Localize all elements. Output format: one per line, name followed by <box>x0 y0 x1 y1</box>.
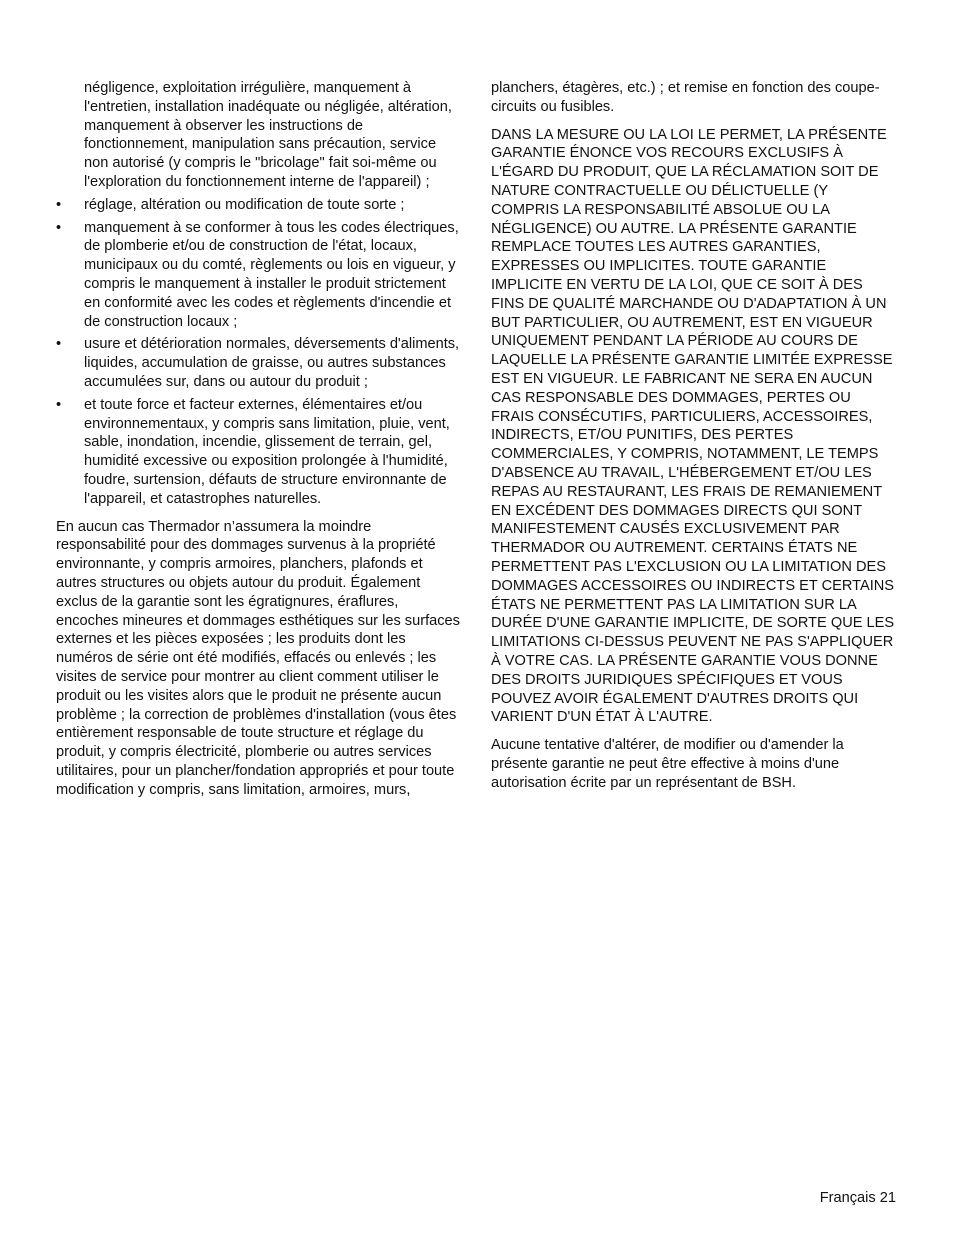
left-continuation-text: négligence, exploitation irrégulière, manquement à l'entretien, installation inadéquate ou négligée, altération, manquement à observer les instructions de fonctionnement, manipulation sans précaution, service non autorisé (y compris le "bricolage" fait soi-même ou l'exploration du fonctionnement interne de l'appareil) ; <box>84 80 452 190</box>
liability-paragraph: En aucun cas Thermador n’assumera la moindre responsabilité pour des dommages survenus à la propriété environnante, y compris armoires, planchers, plafonds et autres structures ou objets autour du produit. Également exclus de la garantie sont les égratignures, éraflures, encoches mineures et dommages esthétiques sur les surfaces externes et les pièces exposées ; les produits dont les numéros de série ont été modifiés, effacés ou enlevés ; les visites de service pour montrer au client comment utiliser le produit ou les visites alors que le produit ne présente aucun problème ; la correction de problèmes d'installation (vous êtes entièrement responsable de toute structure et réglage du produit, y compris électricité, plomberie ou autres services utilitaires, pour un plancher/fondation appropriés et pour toute modification y compris, sans limitation, armoires, murs, <box>56 518 460 798</box>
list-item <box>56 219 462 332</box>
bullet-icon: • <box>56 336 62 353</box>
legal-caps-paragraph: DANS LA MESURE OU LA LOI LE PERMET, LA PRÉSENTE GARANTIE ÉNONCE VOS RECOURS EXCLUSIFS À L'ÉGARD DU PRODUIT, QUE LA RÉCLAMATION SOIT DE NATURE CONTRACTUELLE OU DÉLICTUELLE (Y COMPRIS LA RESPONSABILITÉ ABSOLUE OU LA NÉGLIGENCE) OU AUTRE. LA PRÉSENTE GARANTIE REMPLACE TOUTES LES AUTRES GARANTIES, EXPRESSES OU IMPLICITES. TOUTE GARANTIE IMPLICITE EN VERTU DE LA LOI, QUE CE SOIT À DES FINS DE QUALITÉ MARCHANDE OU D'ADAPTATION À UN BUT PARTICULIER, OU AUTREMENT, EST EN VIGUEUR UNIQUEMENT PENDANT LA PÉRIODE AU COURS DE LAQUELLE LA PRÉSENTE GARANTIE LIMITÉE EXPRESSE EST EN VIGUEUR. LE FABRICANT NE SERA EN AUCUN CAS RESPONSABLE DES DOMMAGES, PERTES OU FRAIS CONSÉCUTIFS, PARTICULIERS, ACCESSOIRES, INDIRECTS, ET/OU PUNITIFS, DES PERTES COMMERCIALES, Y COMPRIS, NOTAMMENT, LE TEMPS D'ABSENCE AU TRAVAIL, L'HÉBERGEMENT ET/OU LES REPAS AU RESTAURANT, LES FRAIS DE REMANIEMENT EN EXCÉDENT DES DOMMAGES DIRECTS QUI SONT MANIFESTEMENT CAUSÉS EXCLUSIVEMENT PAR THERMADOR OU AUTREMENT. CERTAINS ÉTATS NE PERMETTENT PAS L'EXCLUSION OU LA LIMITATION DES DOMMAGES ACCESSOIRES OU INDIRECTS ET CERTAINS ÉTATS NE PERMETTENT PAS LA LIMITATION SUR LA DURÉE D'UNE GARANTIE IMPLICITE, DE SORTE QUE LES LIMITATIONS CI-DESSUS PEUVENT NE PAS S'APPLIQUER À VOTRE CAS. LA PRÉSENTE GARANTIE VOUS DONNE DES DROITS JURIDIQUES SPÉCIFIQUES ET VOUS POUVEZ AVOIR ÉGALEMENT D'AUTRES DROITS QUI VARIENT D'UN ÉTAT À L'AUTRE. <box>491 126 895 726</box>
right-continuation-text: planchers, étagères, etc.) ; et remise en fonction des coupe-circuits ou fusibles. <box>491 80 880 115</box>
amendment-paragraph: Aucune tentative d'altérer, de modifier ou d'amender la présente garantie ne peut être effective à moins d'une autorisation écrite par un représentant de BSH. <box>491 737 844 791</box>
list-item-text: et toute force et facteur externes, élémentaires et/ou environnementaux, y compris sans limitation, pluie, vent, sable, inondation, incendie, glissement de terrain, gel, humidité excessive ou exposition prolongée à l'humidité, foudre, surtension, défauts de structure environnante de l'appareil, et catastrophes naturelles. <box>84 396 450 507</box>
bullet-icon: • <box>56 196 62 213</box>
bullet-icon: • <box>56 396 62 413</box>
list-item-text: manquement à se conformer à tous les codes électriques, de plomberie et/ou de construction de l'état, locaux, municipaux ou du comté, règlements ou lois en vigueur, y compris le manquement à installer le produit strictement en conformité avec les codes et règlements d'incendie et de construction locaux ; <box>84 219 459 330</box>
exclusions-list <box>56 196 462 509</box>
list-item-text: usure et détérioration normales, déversements d'aliments, liquides, accumulation de graisse, ou autres substances accumulées sur, dans ou autour du produit ; <box>84 336 460 390</box>
right-column <box>491 79 897 801</box>
list-item-text: réglage, altération ou modification de toute sorte ; <box>84 196 405 213</box>
page-number: Français 21 <box>819 1190 896 1206</box>
bullet-icon: • <box>56 219 62 236</box>
list-item <box>56 335 462 391</box>
left-column <box>56 79 462 808</box>
list-item <box>56 396 462 509</box>
list-item <box>56 196 462 215</box>
